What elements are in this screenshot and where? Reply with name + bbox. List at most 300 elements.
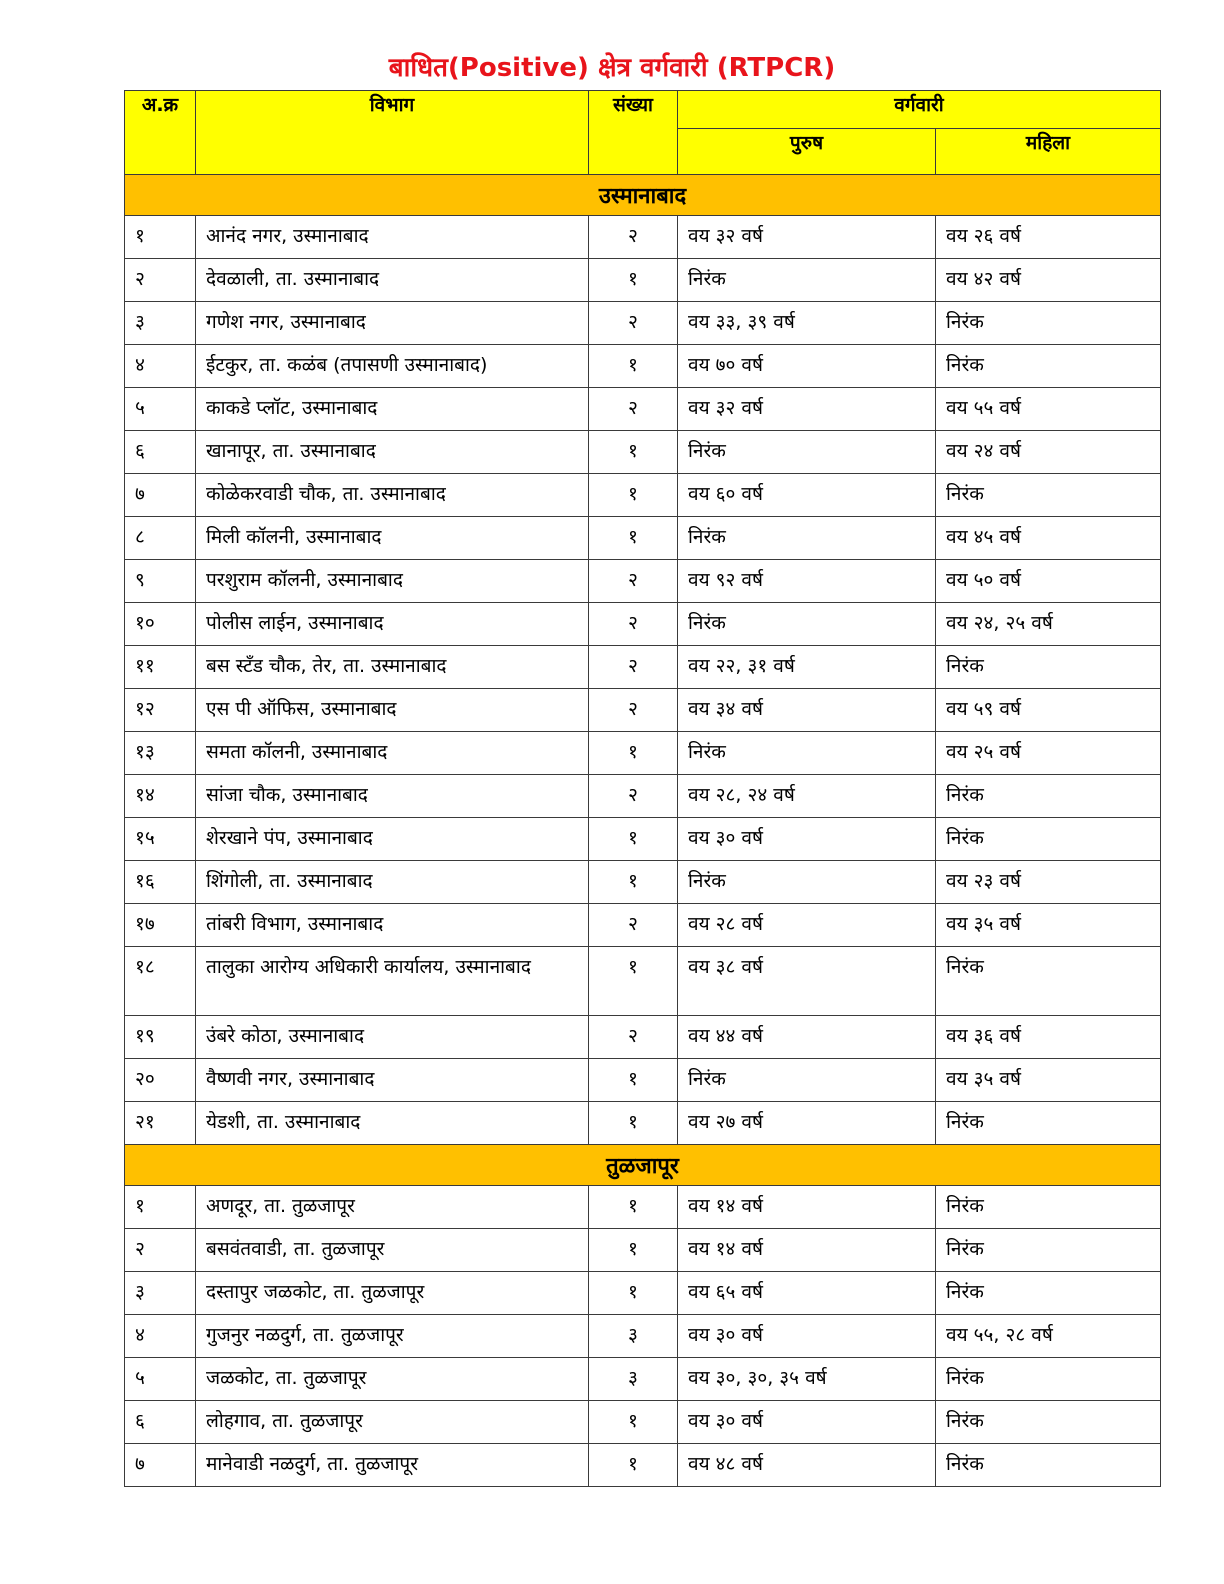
row-count: २ [628,1025,638,1047]
row-female-cell [936,560,1161,603]
table-row [125,947,1161,1016]
row-count: १ [628,354,638,376]
row-count-cell [589,560,678,603]
row-female-cell [936,1272,1161,1315]
row-female: निरंक [946,1410,984,1432]
row-male-cell [678,818,936,861]
table-row [125,345,1161,388]
row-male: वय ६० वर्ष [688,483,763,505]
row-count-cell [589,603,678,646]
row-division-cell [196,560,589,603]
row-division: ईटकुर, ता. कळंब (तपासणी उस्मानाबाद) [206,354,488,376]
table-row [125,1016,1161,1059]
row-index-cell [125,216,196,259]
row-male-cell [678,1059,936,1102]
row-female-cell [936,1059,1161,1102]
row-male: वय ३८ वर्ष [688,956,763,978]
row-division-cell [196,947,589,1016]
row-division-cell [196,646,589,689]
row-count-cell [589,1444,678,1487]
row-division: उंबरे कोठा, उस्मानाबाद [206,1025,365,1047]
row-index-cell [125,1059,196,1102]
row-male-cell [678,1315,936,1358]
table-row [125,1229,1161,1272]
row-index: ११ [135,655,155,677]
row-male-cell [678,388,936,431]
row-count: २ [628,655,638,677]
section-name: तुळजापूर [125,1145,1161,1186]
row-division: जळकोट, ता. तुळजापूर [206,1367,367,1389]
row-female: वय २४, २५ वर्ष [946,612,1053,634]
row-male-cell [678,216,936,259]
table-row [125,1272,1161,1315]
row-division-cell [196,431,589,474]
row-division-cell [196,216,589,259]
row-count: १ [628,440,638,462]
row-count-cell [589,818,678,861]
table-row [125,818,1161,861]
row-index-cell [125,861,196,904]
page-title: बाधित(Positive) क्षेत्र वर्गवारी (RTPCR) [388,53,836,83]
row-female: निरंक [946,1238,984,1260]
row-index-cell [125,947,196,1016]
table-row [125,904,1161,947]
row-female: निरंक [946,655,984,677]
row-count-cell [589,388,678,431]
table-row [125,560,1161,603]
row-male: वय १४ वर्ष [688,1195,763,1217]
row-division-cell [196,1315,589,1358]
row-division: काकडे प्लॉट, उस्मानाबाद [206,397,378,419]
row-male: वय २७ वर्ष [688,1111,763,1133]
row-division: दस्तापुर जळकोट, ता. तुळजापूर [206,1281,425,1303]
row-count: २ [628,612,638,634]
row-index: ७ [135,1453,145,1475]
row-male-cell [678,689,936,732]
row-index: २ [135,268,145,290]
row-index-cell [125,259,196,302]
row-index: १७ [135,913,155,935]
row-division-cell [196,1016,589,1059]
row-count-cell [589,1401,678,1444]
row-male-cell [678,259,936,302]
table-row [125,216,1161,259]
row-count: २ [628,225,638,247]
row-male: वय १४ वर्ष [688,1238,763,1260]
row-female: वय ४५ वर्ष [946,526,1021,548]
row-female: वय ३५ वर्ष [946,1068,1021,1090]
table-row [125,388,1161,431]
row-index: ६ [135,440,145,462]
row-division-cell [196,732,589,775]
table-row [125,775,1161,818]
row-index-cell [125,302,196,345]
row-division: शिंगोली, ता. उस्मानाबाद [206,870,373,892]
table-row [125,302,1161,345]
row-male-cell [678,431,936,474]
header-index: अ.क्र [125,91,196,175]
table-row [125,259,1161,302]
row-count: १ [628,526,638,548]
row-male: निरंक [688,741,726,763]
row-index-cell [125,1229,196,1272]
table-body [125,175,1161,1487]
row-female-cell [936,861,1161,904]
row-male-cell [678,1358,936,1401]
table-row [125,603,1161,646]
row-division-cell [196,345,589,388]
row-division: लोहगाव, ता. तुळजापूर [206,1410,363,1432]
row-division-cell [196,517,589,560]
row-female: वय ५५ वर्ष [946,397,1021,419]
row-index: १४ [135,784,155,806]
row-index: ८ [135,526,145,548]
row-female: वय २३ वर्ष [946,870,1021,892]
row-index-cell [125,818,196,861]
row-female: निरंक [946,1367,984,1389]
row-count-cell [589,904,678,947]
row-male-cell [678,302,936,345]
row-male: वय ३२ वर्ष [688,397,763,419]
table-row [125,689,1161,732]
row-female-cell [936,216,1161,259]
row-index-cell [125,1444,196,1487]
row-male: वय ३४ वर्ष [688,698,763,720]
row-count-cell [589,517,678,560]
row-female-cell [936,1229,1161,1272]
row-index: २१ [135,1111,155,1133]
row-male-cell [678,1229,936,1272]
row-female-cell [936,603,1161,646]
row-female-cell [936,302,1161,345]
row-male-cell [678,904,936,947]
row-female-cell [936,1315,1161,1358]
row-female-cell [936,517,1161,560]
row-male-cell [678,474,936,517]
row-count: २ [628,311,638,333]
row-index: १५ [135,827,155,849]
row-female-cell [936,818,1161,861]
row-female-cell [936,904,1161,947]
row-count-cell [589,689,678,732]
row-female: निरंक [946,311,984,333]
row-female-cell [936,646,1161,689]
row-female-cell [936,388,1161,431]
row-index-cell [125,1016,196,1059]
row-division-cell [196,1229,589,1272]
row-female-cell [936,259,1161,302]
row-count-cell [589,1315,678,1358]
table-row [125,732,1161,775]
row-male-cell [678,1016,936,1059]
row-division-cell [196,1444,589,1487]
row-count-cell [589,1102,678,1145]
row-count: १ [628,1281,638,1303]
row-index: १ [135,225,145,247]
row-count: १ [628,1410,638,1432]
row-division: तालुका आरोग्य अधिकारी कार्यालय, उस्मानाबाद [206,956,531,978]
table-row [125,1444,1161,1487]
row-index-cell [125,388,196,431]
row-index-cell [125,345,196,388]
row-female-cell [936,1358,1161,1401]
row-division-cell [196,1102,589,1145]
table-row [125,1102,1161,1145]
row-female: वय ४२ वर्ष [946,268,1021,290]
row-male: वय ३० वर्ष [688,827,763,849]
row-index: २ [135,1238,145,1260]
row-male: वय ३०, ३०, ३५ वर्ष [688,1367,827,1389]
row-index-cell [125,904,196,947]
row-count: १ [628,1068,638,1090]
row-female: वय ५५, २८ वर्ष [946,1324,1053,1346]
section-header-row [125,1145,1161,1186]
row-female-cell [936,431,1161,474]
row-index-cell [125,1358,196,1401]
row-male: निरंक [688,440,726,462]
row-division-cell [196,1358,589,1401]
header-count: संख्या [589,91,678,175]
row-division-cell [196,689,589,732]
row-division: वैष्णवी नगर, उस्मानाबाद [206,1068,375,1090]
row-division: आनंद नगर, उस्मानाबाद [206,225,369,247]
row-count-cell [589,947,678,1016]
row-male-cell [678,732,936,775]
row-female: वय ३६ वर्ष [946,1025,1021,1047]
row-index-cell [125,1102,196,1145]
row-division: कोळेकरवाडी चौक, ता. उस्मानाबाद [206,483,446,505]
row-division-cell [196,259,589,302]
row-count: २ [628,698,638,720]
row-female: निरंक [946,1195,984,1217]
row-male-cell [678,775,936,818]
row-division-cell [196,1401,589,1444]
row-male-cell [678,1444,936,1487]
row-count: २ [628,913,638,935]
row-female: निरंक [946,1111,984,1133]
row-division-cell [196,861,589,904]
row-female-cell [936,474,1161,517]
row-index-cell [125,732,196,775]
row-count: १ [628,870,638,892]
row-index-cell [125,689,196,732]
table-row [125,517,1161,560]
table-header [125,91,1161,175]
row-division: शेरखाने पंप, उस्मानाबाद [206,827,373,849]
row-division: पोलीस लाईन, उस्मानाबाद [206,612,384,634]
row-female: निरंक [946,354,984,376]
row-count-cell [589,259,678,302]
row-female: वय २५ वर्ष [946,741,1021,763]
row-count-cell [589,732,678,775]
row-division: सांजा चौक, उस्मानाबाद [206,784,368,806]
row-male-cell [678,345,936,388]
positive-area-table [124,90,1161,1487]
row-count-cell [589,216,678,259]
row-count-cell [589,1229,678,1272]
table-row [125,1401,1161,1444]
row-male: निरंक [688,268,726,290]
row-count: ३ [628,1324,638,1346]
row-count-cell [589,1186,678,1229]
table-row [125,431,1161,474]
row-division: एस पी ऑफिस, उस्मानाबाद [206,698,397,720]
row-count-cell [589,861,678,904]
row-female: वय ५९ वर्ष [946,698,1021,720]
row-female-cell [936,1102,1161,1145]
row-female-cell [936,1016,1161,1059]
row-division: देवळाली, ता. उस्मानाबाद [206,268,380,290]
row-male-cell [678,1186,936,1229]
table-row [125,646,1161,689]
row-division-cell [196,388,589,431]
row-male-cell [678,947,936,1016]
row-index: १२ [135,698,155,720]
row-count: २ [628,397,638,419]
row-count: १ [628,741,638,763]
table-row [125,474,1161,517]
row-division: मानेवाडी नळदुर्ग, ता. तुळजापूर [206,1453,418,1475]
row-female-cell [936,1186,1161,1229]
row-index-cell [125,431,196,474]
row-male: निरंक [688,526,726,548]
row-count: २ [628,784,638,806]
row-male-cell [678,1272,936,1315]
row-index-cell [125,1401,196,1444]
row-index: ४ [135,354,145,376]
row-female: निरंक [946,784,984,806]
row-female: वय ३५ वर्ष [946,913,1021,935]
row-male: वय ३३, ३९ वर्ष [688,311,795,333]
row-female-cell [936,947,1161,1016]
row-index: १८ [135,956,155,978]
row-count: १ [628,827,638,849]
row-female-cell [936,732,1161,775]
row-female: निरंक [946,483,984,505]
row-count: १ [628,1111,638,1133]
row-index-cell [125,1272,196,1315]
row-division: गुजनुर नळदुर्ग, ता. तुळजापूर [206,1324,404,1346]
row-female: निरंक [946,827,984,849]
row-division-cell [196,1272,589,1315]
row-female: वय २४ वर्ष [946,440,1021,462]
row-index: ९ [135,569,145,591]
row-index: १० [135,612,155,634]
row-male-cell [678,646,936,689]
row-index-cell [125,775,196,818]
row-count-cell [589,302,678,345]
section-header-row [125,175,1161,216]
row-male-cell [678,1401,936,1444]
row-division: समता कॉलनी, उस्मानाबाद [206,741,388,763]
row-index-cell [125,1186,196,1229]
row-count: १ [628,483,638,505]
row-female-cell [936,775,1161,818]
header-female: महिला [936,129,1161,175]
row-division-cell [196,775,589,818]
row-division-cell [196,302,589,345]
row-index: १६ [135,870,155,892]
row-female: निरंक [946,956,984,978]
row-count-cell [589,1059,678,1102]
row-division: अणदूर, ता. तुळजापूर [206,1195,355,1217]
row-index-cell [125,1315,196,1358]
row-male: वय ३२ वर्ष [688,225,763,247]
row-count: १ [628,1195,638,1217]
row-index: २० [135,1068,155,1090]
row-division-cell [196,818,589,861]
row-female: निरंक [946,1453,984,1475]
row-division: येडशी, ता. उस्मानाबाद [206,1111,361,1133]
row-female-cell [936,345,1161,388]
row-male: निरंक [688,870,726,892]
row-index: ७ [135,483,145,505]
row-index-cell [125,517,196,560]
row-female-cell [936,1401,1161,1444]
row-index: ५ [135,1367,145,1389]
row-male-cell [678,603,936,646]
row-count: २ [628,569,638,591]
row-male: निरंक [688,612,726,634]
row-index: ५ [135,397,145,419]
row-index: ३ [135,1281,145,1303]
row-count-cell [589,775,678,818]
row-division-cell [196,1186,589,1229]
row-index: ४ [135,1324,145,1346]
row-male-cell [678,560,936,603]
section-name: उस्मानाबाद [125,175,1161,216]
header-category: वर्गवारी [678,91,1161,129]
header-division: विभाग [196,91,589,175]
row-index: १ [135,1195,145,1217]
row-index-cell [125,474,196,517]
table-row [125,1186,1161,1229]
row-index: १३ [135,741,155,763]
row-count: ३ [628,1367,638,1389]
row-count: १ [628,956,638,978]
row-count-cell [589,345,678,388]
row-division: गणेश नगर, उस्मानाबाद [206,311,366,333]
row-female: वय २६ वर्ष [946,225,1021,247]
row-division-cell [196,474,589,517]
row-male: वय ७० वर्ष [688,354,763,376]
row-male: वय ४८ वर्ष [688,1453,763,1475]
row-male: वय ३० वर्ष [688,1410,763,1432]
row-division: तांबरी विभाग, उस्मानाबाद [206,913,384,935]
row-index: ३ [135,311,145,333]
row-division: बसवंतवाडी, ता. तुळजापूर [206,1238,385,1260]
row-index-cell [125,646,196,689]
row-count: १ [628,268,638,290]
row-male: वय ३० वर्ष [688,1324,763,1346]
table-row [125,1059,1161,1102]
row-male-cell [678,861,936,904]
row-index-cell [125,560,196,603]
row-count: १ [628,1238,638,1260]
row-male: वय २२, ३१ वर्ष [688,655,795,677]
row-count: १ [628,1453,638,1475]
row-male: निरंक [688,1068,726,1090]
row-division-cell [196,1059,589,1102]
row-female: निरंक [946,1281,984,1303]
header-male: पुरुष [678,129,936,175]
row-count-cell [589,646,678,689]
row-division: बस स्टँड चौक, तेर, ता. उस्मानाबाद [206,655,447,677]
row-count-cell [589,474,678,517]
row-division-cell [196,904,589,947]
row-index: ६ [135,1410,145,1432]
row-index-cell [125,603,196,646]
